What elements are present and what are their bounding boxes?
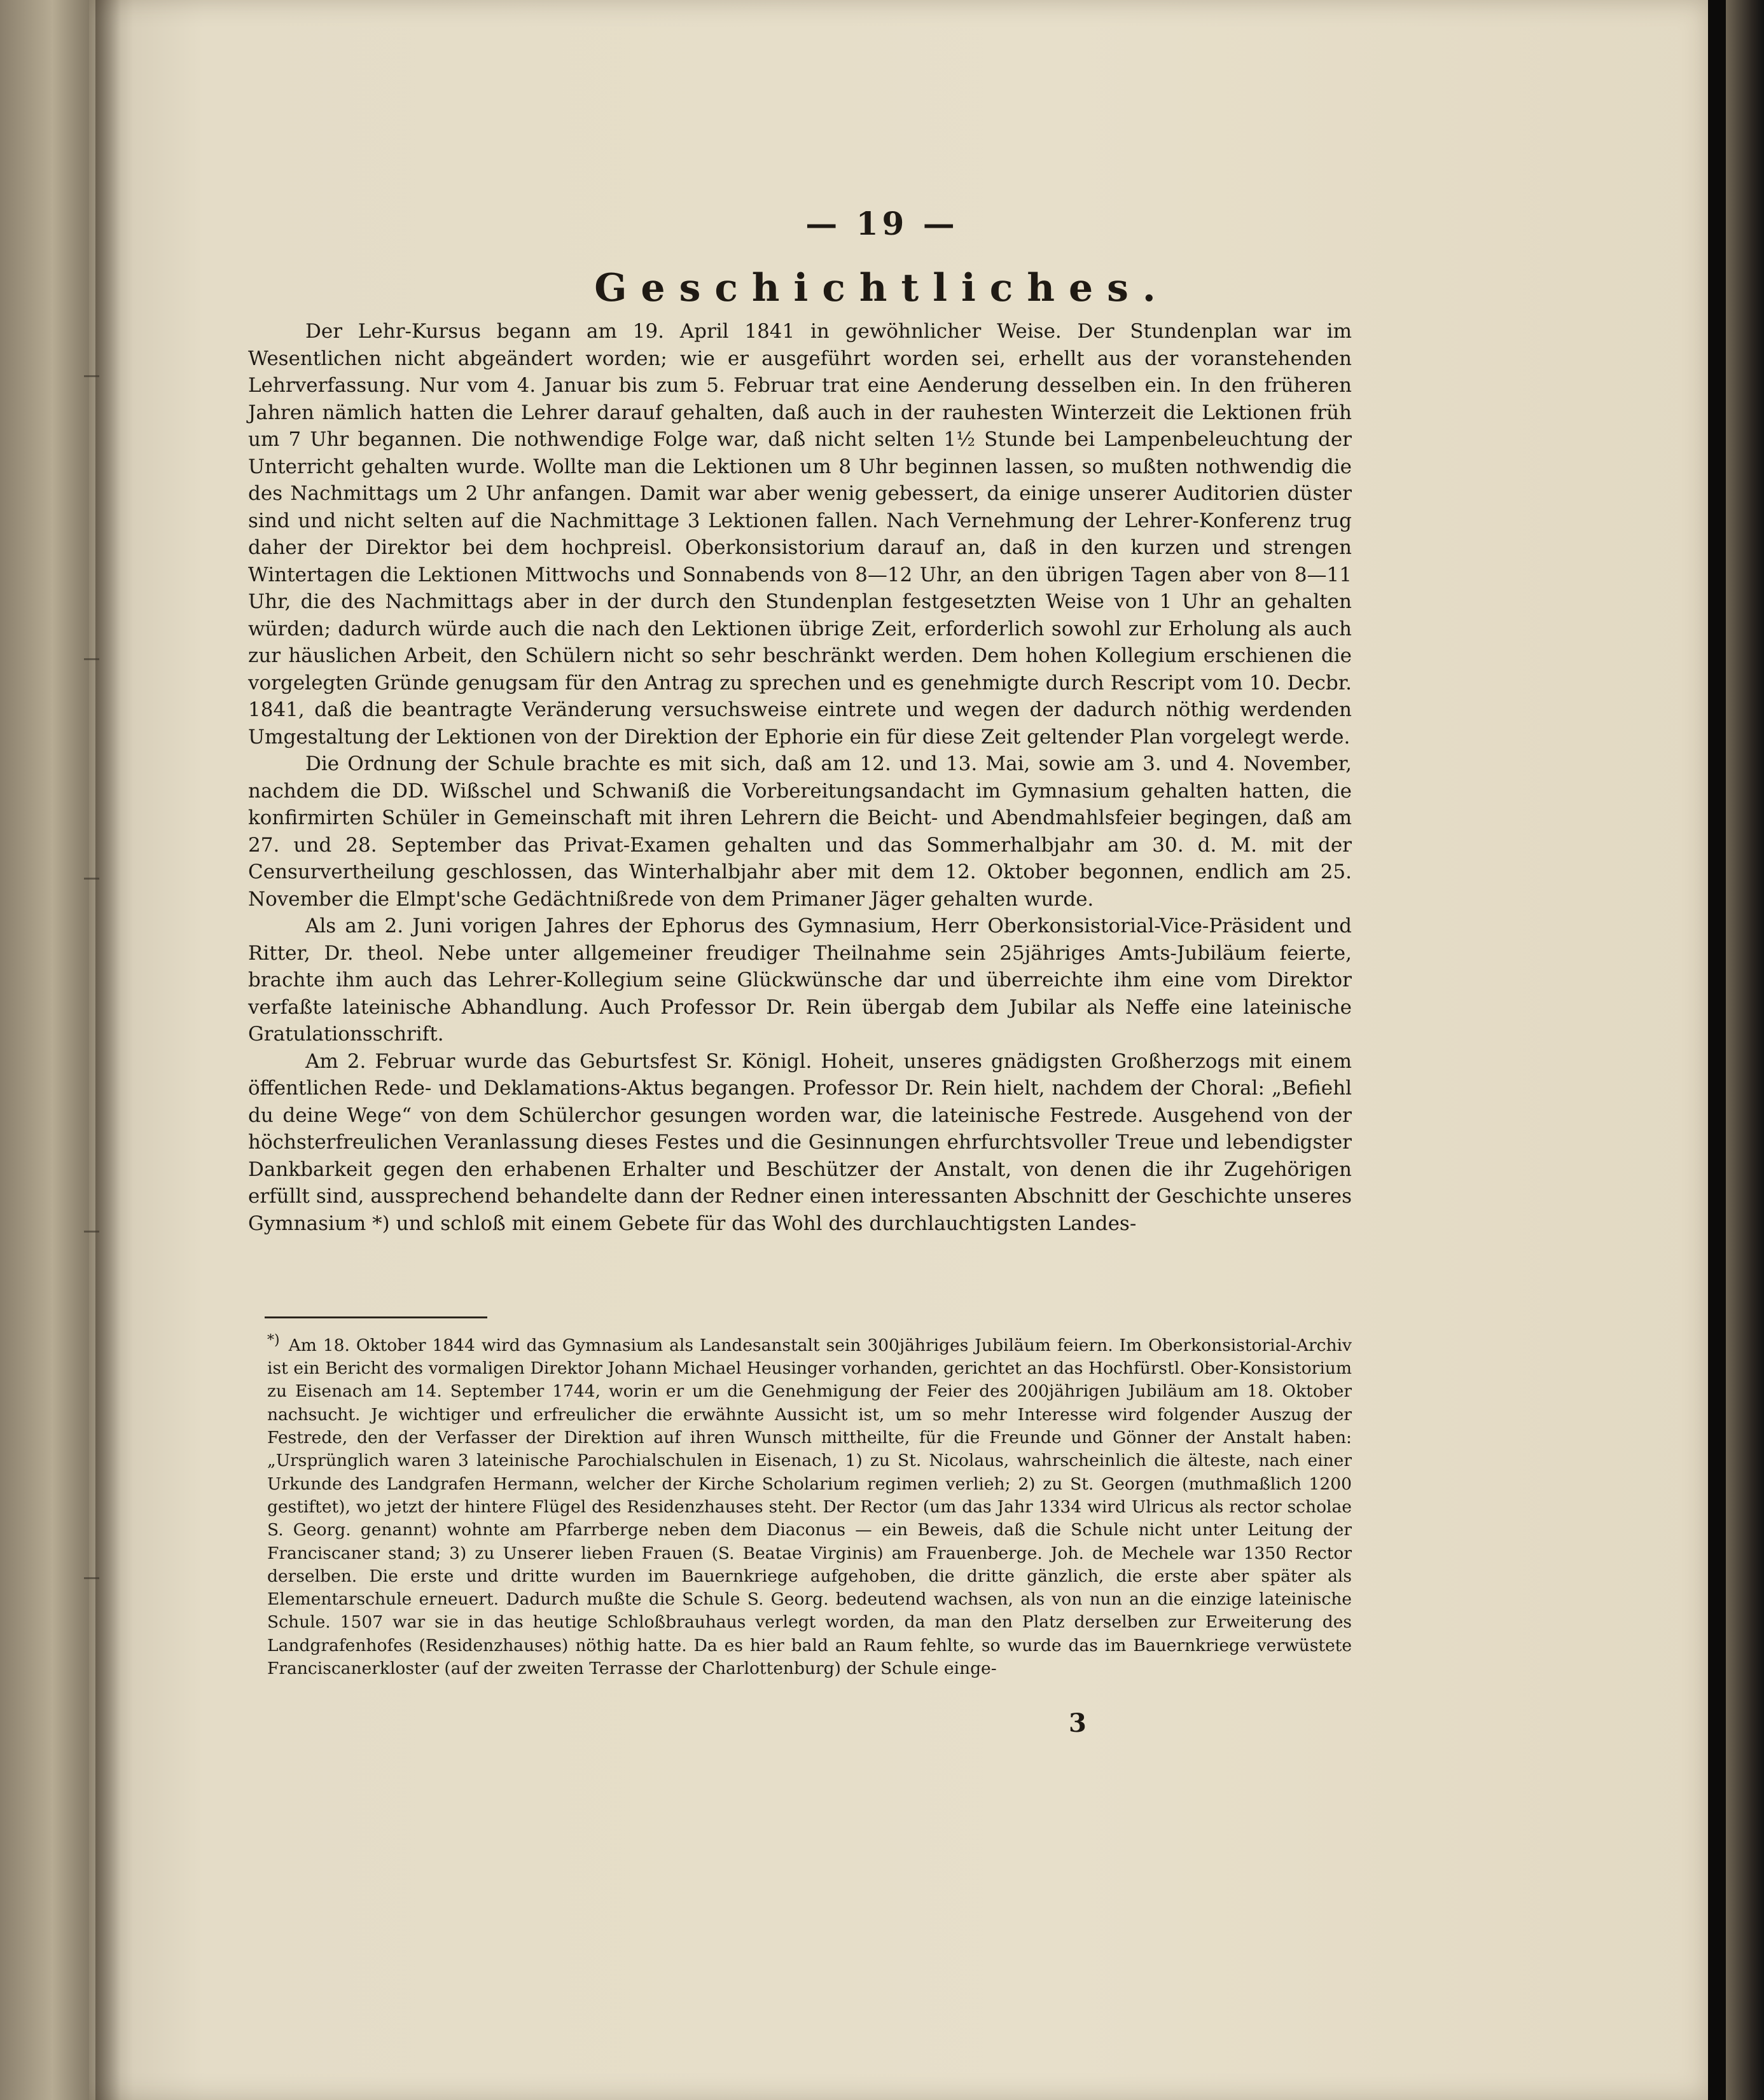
facing-page-edge [0, 0, 95, 2100]
footnote-divider [265, 1316, 487, 1318]
margin-mark [84, 878, 99, 880]
page-number: — 19 — [805, 205, 959, 242]
footnote-marker: *) [267, 1332, 280, 1348]
page-gutter-shadow [95, 0, 121, 2100]
signature-mark: 3 [1069, 1708, 1087, 1738]
paragraph: Am 2. Februar wurde das Geburtsfest Sr. Königl. Hoheit, unseres gnädigsten Großherzogs mit einem öffentlichen Rede- und Deklamations-Aktus begangen. Professor Dr. Rein hielt, nachdem der Choral: „Befiehl du deine Wege“ von dem Schülerchor gesungen worden war, die lateinische Festrede. Ausgehend von der höchsterfreulichen Veranlassung dieses Festes und die Gesinnungen ehrfurchtsvoller Treue und lebendigster Dankbarkeit gegen den erhabenen Erhalter und Beschützer der Anstalt, von denen die ihr Zugehörigen erfüllt sind, aussprechend behandelte dann der Redner einen interessanten Abschnitt der Geschichte unseres Gymnasium *) und schloß mit einem Gebete für das Wohl des durchlauchtigsten Landes- [248, 1049, 1352, 1235]
body-text [248, 318, 1352, 1237]
margin-mark [84, 658, 99, 660]
margin-mark [84, 375, 99, 377]
margin-mark [84, 1577, 99, 1579]
paragraph: Als am 2. Juni vorigen Jahres der Ephorus des Gymnasium, Herr Oberkonsistorial-Vice-Präsident und Ritter, Dr. theol. Nebe unter allgemeiner freudiger Theilnahme sein 25jähriges Amts-Jubiläum feierte, brachte ihm auch das Lehrer-Kollegium seine Glückwünsche dar und überreichte ihm eine vom Direktor verfaßte lateinische Abhandlung. Auch Professor Dr. Rein übergab dem Jubilar als Neffe eine lateinische Gratulationsschrift. [248, 915, 1352, 1046]
footnote [267, 1329, 1352, 1680]
right-page-edge [1726, 0, 1764, 2100]
margin-mark [84, 1231, 99, 1233]
paragraph: Der Lehr-Kursus begann am 19. April 1841 in gewöhnlicher Weise. Der Stundenplan war im Wesentlichen nicht abgeändert worden; wie er ausgeführt worden sei, erhellt aus der voranstehenden Lehrverfassung. Nur vom 4. Januar bis zum 5. Februar trat eine Aenderung desselben ein. In den früheren Jahren nämlich hatten die Lehrer darauf gehalten, daß auch in der rauhesten Winterzeit die Lektionen früh um 7 Uhr begannen. Die nothwendige Folge war, daß nicht selten 1½ Stunde bei Lampenbeleuchtung der Unterricht gehalten wurde. Wollte man die Lektionen um 8 Uhr beginnen lassen, so mußten nothwendig die des Nachmittags um 2 Uhr anfangen. Damit war aber wenig gebessert, da einige unserer Auditorien düster sind und nicht selten auf die Nachmittage 3 Lektionen fallen. Nach Vernehmung der Lehrer-Konferenz trug daher der Direktor bei dem hochpreisl. Oberkonsistorium darauf an, daß in den kurzen und strengen Wintertagen die Lektionen Mittwochs und Sonnabends von 8—12 Uhr, an den übrigen Tagen aber von 8—11 Uhr, die des Nachmittags aber in der durch den Stundenplan festgesetzten Weise von 1 Uhr an gehalten würden; dadurch würde auch die nach den Lektionen übrige Zeit, erforderlich sowohl zur Erholung als auch zur häuslichen Arbeit, den Schülern nicht so sehr beschränkt werden. Dem hohen Kollegium erschienen die vorgelegten Gründe genugsam für den Antrag zu sprechen und es genehmigte durch Rescript vom 10. Decbr. 1841, daß die beantragte Veränderung versuchsweise eintrete und wegen der dadurch nöthig werdenden Umgestaltung der Lektionen von der Direktion der Ephorie ein für diese Zeit geltender Plan vorgelegt werde. [248, 320, 1352, 749]
paragraph: Die Ordnung der Schule brachte es mit sich, daß am 12. und 13. Mai, sowie am 3. und 4. November, nachdem die DD. Wißschel und Schwaniß die Vorbereitungsandacht im Gymnasium gehalten hatten, die konfirmirten Schüler in Gemeinschaft mit ihren Lehrern die Beicht- und Abendmahlsfeier begingen, daß am 27. und 28. September das Privat-Examen gehalten und das Sommerhalbjahr am 30. d. M. mit der Censurvertheilung geschlossen, das Winterhalbjahr aber mit dem 12. Oktober begonnen, endlich am 25. November die Elmpt'sche Gedächtnißrede von dem Primaner Jäger gehalten wurde. [248, 752, 1352, 911]
section-title: Geschichtliches. [594, 266, 1170, 310]
footnote-text: Am 18. Oktober 1844 wird das Gymnasium als Landesanstalt sein 300jähriges Jubiläum feiern. Im Oberkonsistorial-Archiv ist ein Bericht des vormaligen Direktor Johann Michael Heusinger vorhanden, gerichtet an das Hochfürstl. Ober-Konsistorium zu Eisenach am 14. September 1744, worin er um die Genehmigung der Feier des 200jährigen Jubiläum am 18. Oktober nachsucht. Je wichtiger und erfreulicher die erwähnte Aussicht ist, um so mehr Interesse wird folgender Auszug der Festrede, den der Verfasser der Direktion auf ihren Wunsch mittheilte, für die Freunde und Gönner der Anstalt haben: „Ursprünglich waren 3 lateinische Parochialschulen in Eisenach, 1) zu St. Nicolaus, wahrscheinlich die älteste, nach einer Urkunde des Landgrafen Hermann, welcher der Kirche Scholarium regimen verlieh; 2) zu St. Georgen (muthmaßlich 1200 gestiftet), wo jetzt der hintere Flügel des Residenzhauses steht. Der Rector (um das Jahr 1334 wird Ulricus als rector scholae S. Georg. genannt) wohnte am Pfarrberge neben dem Diaconus — ein Beweis, daß die Schule nicht unter Leitung der Franciscaner stand; 3) zu Unserer lieben Frauen (S. Beatae Virginis) am Frauenberge. Joh. de Mechele war 1350 Rector derselben. Die erste und dritte wurden im Bauernkriege aufgehoben, die dritte gänzlich, die erste aber später als Elementarschule erneuert. Dadurch mußte die Schule S. Georg. bedeutend wachsen, als von nun an die einzige lateinische Schule. 1507 war sie in das heutige Schloßbrauhaus verlegt worden, da man den Platz derselben zur Erweiterung des Landgrafenhofes (Residenzhauses) nöthig hatte. Da es hier bald an Raum fehlte, so wurde das im Bauernkriege verwüstete Franciscanerkloster (auf der zweiten Terrasse der Charlottenburg) der Schule einge- [267, 1335, 1352, 1678]
